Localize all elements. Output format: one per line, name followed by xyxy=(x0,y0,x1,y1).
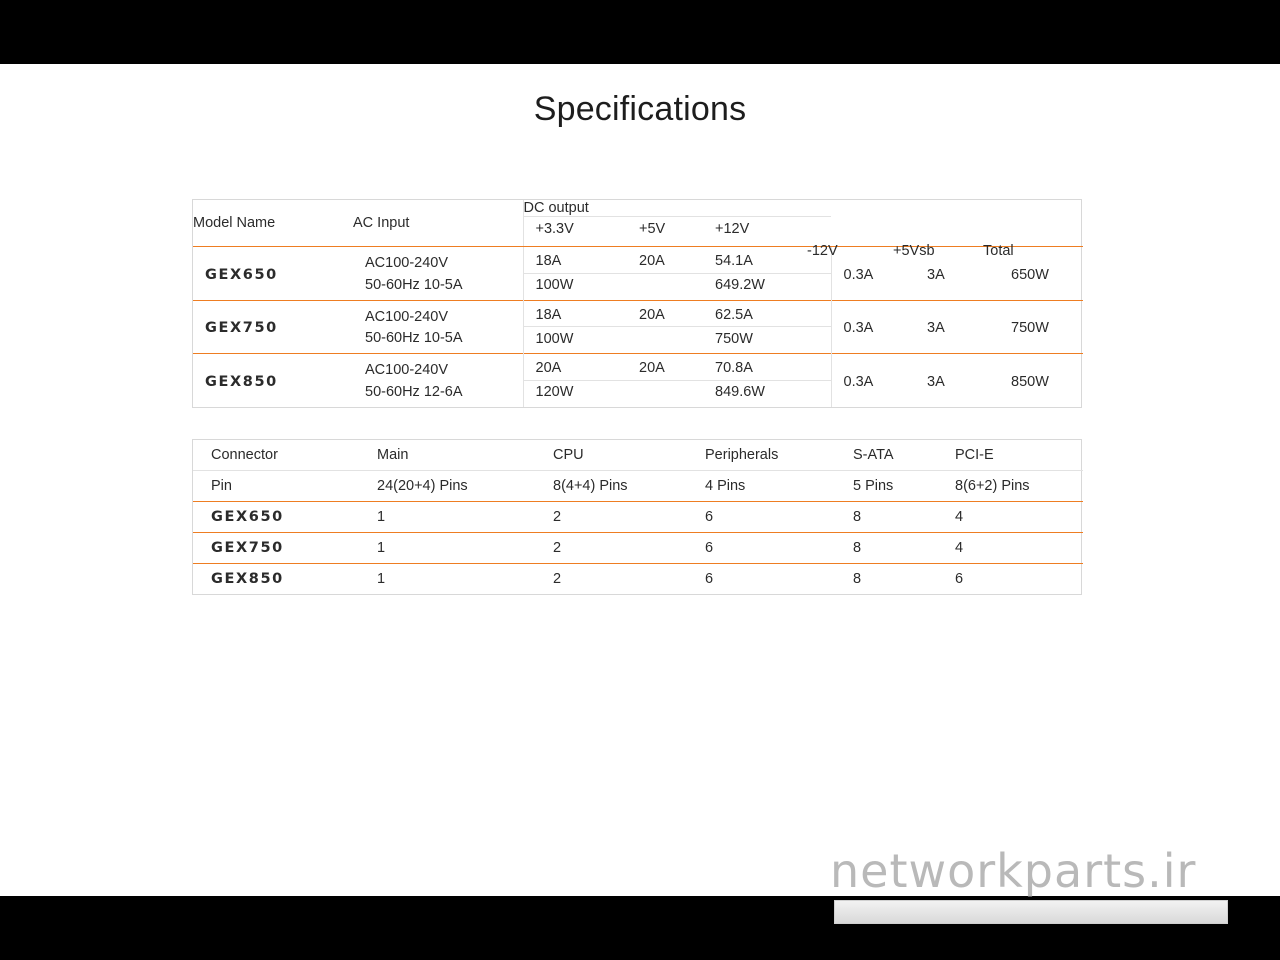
header-v5: +5V xyxy=(627,217,703,247)
connector-header-row xyxy=(193,440,1083,471)
conn-peripherals-2: 6 xyxy=(687,564,835,595)
spec-model-0: GEX650 xyxy=(193,247,353,301)
spec-v5sb-2: 3A xyxy=(915,354,999,407)
spec-vn12-2: 0.3A xyxy=(831,354,915,407)
pin-peripherals: 4 Pins xyxy=(687,471,835,502)
conn-sata-2: 8 xyxy=(835,564,937,595)
spec-model-1: GEX750 xyxy=(193,300,353,354)
conn-main-0: 1 xyxy=(359,502,535,533)
ac-line-1: AC100-240V xyxy=(365,308,449,325)
spec-v5w-0 xyxy=(627,273,703,300)
pin-label: Pin xyxy=(193,471,359,502)
spec-total-1: 750W xyxy=(999,300,1083,354)
spec-v12w-2: 849.6W xyxy=(703,380,831,406)
spec-v5sb-1: 3A xyxy=(915,300,999,354)
conn-main-2: 1 xyxy=(359,564,535,595)
spec-header-row-1 xyxy=(193,200,1083,217)
table-row xyxy=(193,354,1083,381)
table-row xyxy=(193,247,1083,274)
conn-pcie-1: 4 xyxy=(937,533,1083,564)
table-row xyxy=(193,502,1083,533)
watermark xyxy=(830,844,1230,924)
conn-peripherals-1: 6 xyxy=(687,533,835,564)
spec-v5sb-0: 3A xyxy=(915,247,999,301)
header-ac-input: AC Input xyxy=(353,215,410,231)
watermark-text: networkparts.ir xyxy=(830,844,1197,898)
spec-v33a-0: 18A xyxy=(523,247,627,274)
spec-v33a-2: 20A xyxy=(523,354,627,381)
pin-pcie: 8(6+2) Pins xyxy=(937,471,1083,502)
conn-model-1: GEX750 xyxy=(193,533,359,564)
header-sata: S-ATA xyxy=(853,447,894,463)
spec-v12a-0: 54.1A xyxy=(703,247,831,274)
spec-v12w-1: 750W xyxy=(703,327,831,354)
spec-ac-input-2 xyxy=(353,354,523,407)
pin-sata: 5 Pins xyxy=(835,471,937,502)
table-row xyxy=(193,533,1083,564)
header-v5sb: +5Vsb xyxy=(893,243,935,259)
ac-line-1: AC100-240V xyxy=(365,362,449,378)
spec-ac-input-0 xyxy=(353,247,523,301)
header-v33: +3.3V xyxy=(523,217,627,247)
conn-sata-0: 8 xyxy=(835,502,937,533)
spec-v33w-0: 100W xyxy=(523,273,627,300)
conn-peripherals-0: 6 xyxy=(687,502,835,533)
conn-main-1: 1 xyxy=(359,533,535,564)
pin-cpu: 8(4+4) Pins xyxy=(535,471,687,502)
ac-line-2: 50-60Hz 12-6A xyxy=(365,383,463,400)
spec-v12a-2: 70.8A xyxy=(703,354,831,381)
specifications-table xyxy=(192,199,1082,408)
header-connector: Connector xyxy=(211,447,278,463)
table-row xyxy=(193,564,1083,595)
spec-total-2: 850W xyxy=(999,354,1083,407)
spec-total-0: 650W xyxy=(999,247,1083,301)
spec-vn12-0: 0.3A xyxy=(831,247,915,301)
ac-line-1: AC100-240V xyxy=(365,255,449,271)
slide-canvas xyxy=(0,64,1280,896)
spec-model-2: GEX850 xyxy=(193,354,353,407)
spec-v33a-1: 18A xyxy=(523,300,627,327)
conn-model-2: GEX850 xyxy=(193,564,359,595)
header-peripherals: Peripherals xyxy=(705,447,779,463)
spec-v5a-1: 20A xyxy=(627,300,703,327)
conn-cpu-0: 2 xyxy=(535,502,687,533)
spec-ac-input-1 xyxy=(353,300,523,354)
ac-line-2: 50-60Hz 10-5A xyxy=(365,276,463,293)
header-dc-output: DC output xyxy=(523,200,831,217)
conn-pcie-0: 4 xyxy=(937,502,1083,533)
spec-v5w-2 xyxy=(627,380,703,406)
spec-v33w-1: 100W xyxy=(523,327,627,354)
spec-v5a-2: 20A xyxy=(627,354,703,381)
page-title: Specifications xyxy=(533,90,747,128)
connector-table xyxy=(192,439,1082,595)
conn-pcie-2: 6 xyxy=(937,564,1083,595)
header-v12: +12V xyxy=(703,217,831,247)
spec-v33w-2: 120W xyxy=(523,380,627,406)
spec-v5a-0: 20A xyxy=(627,247,703,274)
ac-line-2: 50-60Hz 10-5A xyxy=(365,330,463,347)
conn-cpu-1: 2 xyxy=(535,533,687,564)
connector-pin-row xyxy=(193,471,1083,502)
header-main: Main xyxy=(377,447,409,463)
header-pcie: PCI-E xyxy=(955,447,994,463)
conn-sata-1: 8 xyxy=(835,533,937,564)
conn-model-0: GEX650 xyxy=(193,502,359,533)
header-model-name: Model Name xyxy=(193,215,276,231)
spec-v12w-0: 649.2W xyxy=(703,273,831,300)
pin-main: 24(20+4) Pins xyxy=(359,471,535,502)
header-vn12: -12V xyxy=(807,243,838,259)
spec-body xyxy=(193,246,1083,407)
table-row xyxy=(193,300,1083,327)
spec-v12a-1: 62.5A xyxy=(703,300,831,327)
conn-cpu-2: 2 xyxy=(535,564,687,595)
spec-v5w-1 xyxy=(627,327,703,354)
spec-vn12-1: 0.3A xyxy=(831,300,915,354)
header-cpu: CPU xyxy=(553,447,584,463)
header-total: Total xyxy=(983,243,1014,259)
